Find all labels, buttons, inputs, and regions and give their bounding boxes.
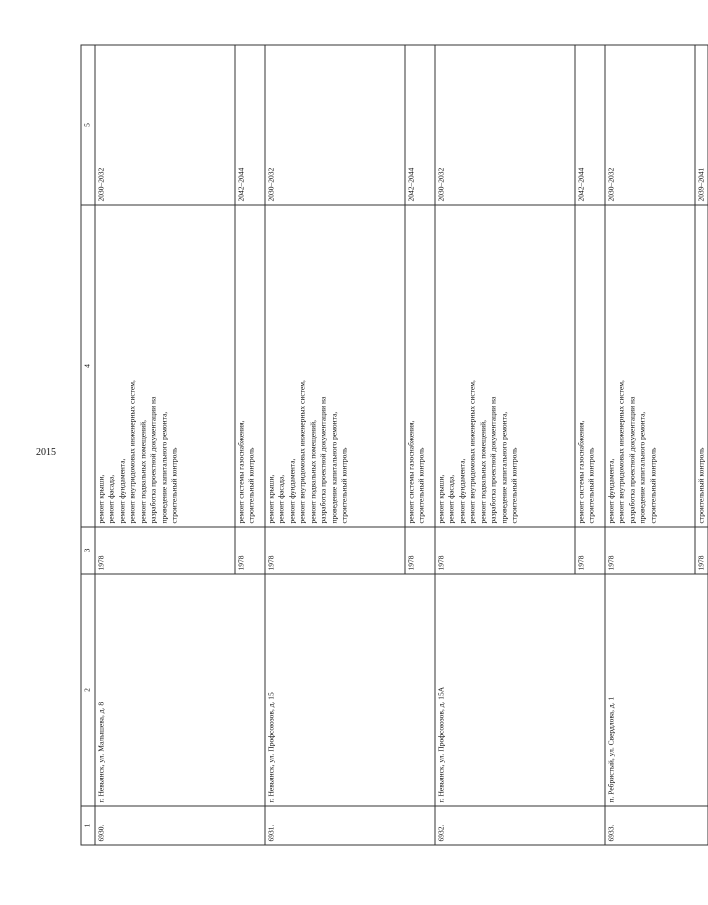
cell-works <box>234 205 264 527</box>
repair-schedule-table <box>80 44 708 845</box>
work-item: ремонт системы газоснабжения, <box>405 419 415 523</box>
work-item: ремонт внутридомовых инженерных систем, <box>616 379 625 523</box>
work-item: ремонт фундамента, <box>286 458 296 523</box>
work-item: проведение капитального ремонта, <box>637 411 646 523</box>
work-item: строительный контроль <box>416 447 425 523</box>
cell-address: г. Невьянск, ул. Профсоюзов, д. 15 <box>264 574 434 806</box>
header-col-4: 4 <box>81 205 95 527</box>
work-item: разработка проектной документации на <box>318 396 327 523</box>
cell-address: п. Ребристый, ул. Свердлова, д. 1 <box>604 574 708 806</box>
work-item: строительный контроль <box>509 447 518 523</box>
cell-works <box>574 205 604 527</box>
work-item: ремонт фасада, <box>106 474 115 523</box>
cell-year: 1978 <box>404 527 434 574</box>
work-item: разработка проектной документации на <box>626 396 636 523</box>
work-item: ремонт системы газоснабжения, <box>235 419 245 523</box>
cell-works <box>404 205 434 527</box>
work-item: строительный контроль <box>169 447 178 523</box>
cell-works <box>604 205 694 527</box>
work-item: ремонт фундамента, <box>116 458 126 523</box>
cell-period: 2030–2032 <box>604 45 694 205</box>
cell-works <box>94 205 234 527</box>
work-item: ремонт крыши, <box>95 474 105 523</box>
cell-period: 2030–2032 <box>264 45 404 205</box>
header-col-2: 2 <box>81 574 95 806</box>
work-item: ремонт подвальных помещений, <box>137 419 147 523</box>
header-col-3: 3 <box>81 527 95 574</box>
cell-number: 6930. <box>94 806 264 845</box>
cell-period: 2042–2044 <box>234 45 264 205</box>
work-item: ремонт фундамента, <box>456 458 466 523</box>
work-item: ремонт фасада, <box>446 474 455 523</box>
work-item: строительный контроль <box>647 447 657 523</box>
cell-year: 1978 <box>264 527 404 574</box>
cell-period: 2042–2044 <box>404 45 434 205</box>
table-row <box>434 45 574 845</box>
cell-year: 1978 <box>574 527 604 574</box>
table-row <box>604 45 694 845</box>
work-item: ремонт подвальных помещений, <box>477 419 487 523</box>
work-item: строительный контроль <box>695 447 705 523</box>
cell-period: 2042–2044 <box>574 45 604 205</box>
cell-period: 2030–2032 <box>94 45 234 205</box>
work-item: разработка проектной документации на <box>488 396 497 523</box>
table-row <box>94 45 234 845</box>
work-item: разработка проектной документации на <box>148 396 157 523</box>
work-item: ремонт системы газоснабжения, <box>575 419 585 523</box>
header-col-1: 1 <box>81 806 95 845</box>
cell-period: 2039–2041 <box>694 45 708 205</box>
cell-number: 6932. <box>434 806 604 845</box>
rotated-page-area <box>80 80 705 845</box>
page-number: 2015 <box>36 447 56 458</box>
work-item: ремонт фундамента, <box>605 458 615 523</box>
work-item: ремонт внутридомовых инженерных систем, <box>297 379 306 523</box>
work-item: ремонт крыши, <box>265 474 275 523</box>
work-item: проведение капитального ремонта, <box>498 411 508 523</box>
rotated-table-wrapper <box>80 80 705 845</box>
cell-year: 1978 <box>94 527 234 574</box>
cell-number: 6931. <box>264 806 434 845</box>
work-item: ремонт внутридомовых инженерных систем, <box>127 379 136 523</box>
cell-year: 1978 <box>234 527 264 574</box>
work-item: проведение капитального ремонта, <box>158 411 168 523</box>
cell-year: 1978 <box>434 527 574 574</box>
cell-works <box>434 205 574 527</box>
header-col-5: 5 <box>81 45 95 205</box>
work-item: строительный контроль <box>339 447 348 523</box>
work-item: ремонт подвальных помещений, <box>307 419 317 523</box>
cell-address: г. Невьянск, ул. Малышева, д. 8 <box>94 574 264 806</box>
cell-works <box>264 205 404 527</box>
cell-number: 6933. <box>604 806 708 845</box>
cell-address: г. Невьянск, ул. Профсоюзов, д. 15А <box>434 574 604 806</box>
cell-year: 1978 <box>604 527 694 574</box>
cell-year: 1978 <box>694 527 708 574</box>
work-item: ремонт фасада, <box>276 474 285 523</box>
work-item: проведение капитального ремонта, <box>328 411 338 523</box>
work-item: ремонт внутридомовых инженерных систем, <box>467 379 476 523</box>
work-item: ремонт крыши, <box>435 474 445 523</box>
header-row <box>81 45 95 845</box>
cell-period: 2030–2032 <box>434 45 574 205</box>
table-body <box>94 45 708 845</box>
work-item: строительный контроль <box>586 447 595 523</box>
table-row <box>264 45 404 845</box>
cell-works <box>694 205 708 527</box>
work-item: строительный контроль <box>246 447 255 523</box>
